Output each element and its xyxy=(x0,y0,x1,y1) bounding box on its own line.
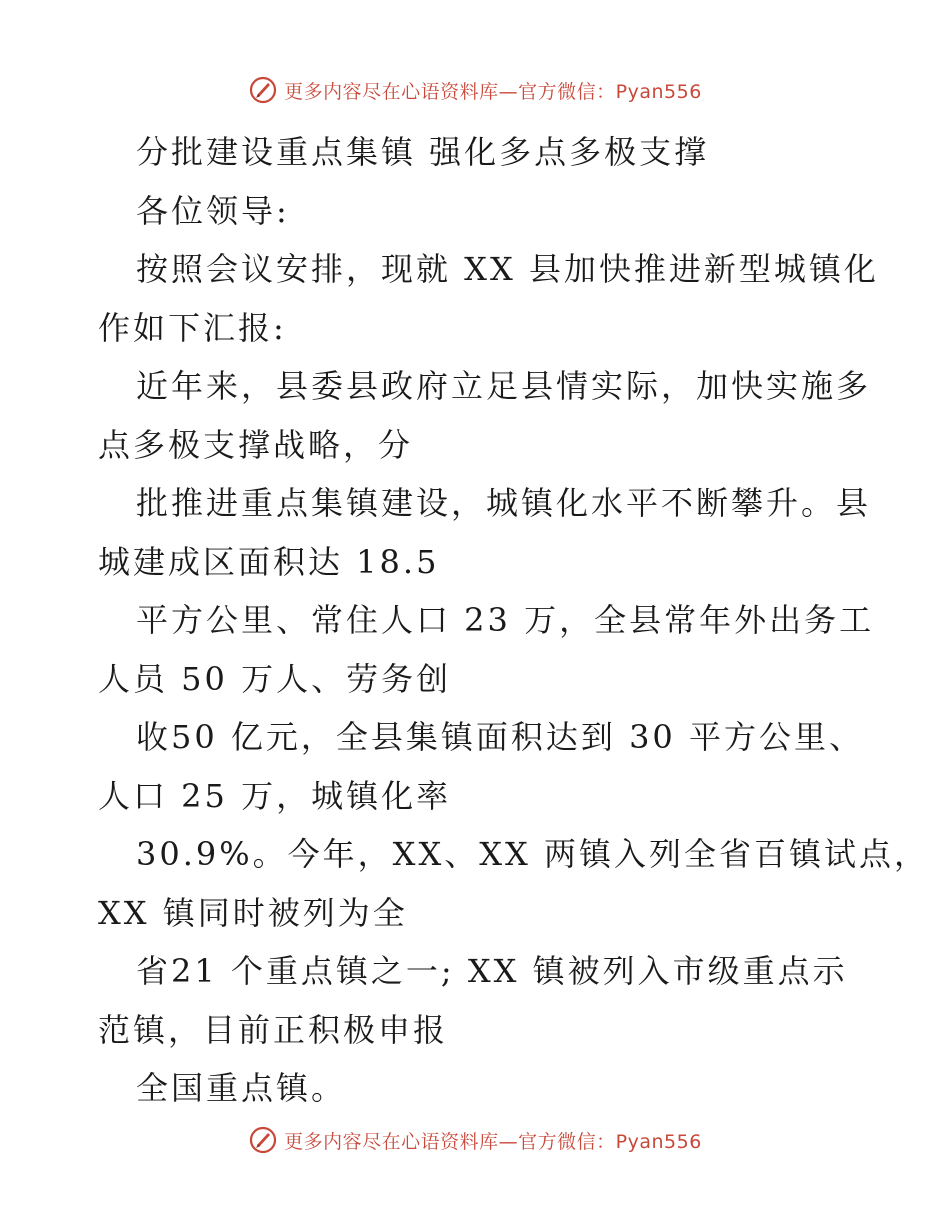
paragraph-line: 作如下汇报: xyxy=(98,308,287,347)
paragraph-line: XX 镇同时被列为全 xyxy=(98,893,408,932)
paragraph-line: 30.9%。今年，XX、XX 两镇入列全省百镇试点， xyxy=(136,835,929,873)
paragraph-line: 批推进重点集镇建设，城镇化水平不断攀升。县 xyxy=(136,484,872,522)
paragraph-line: 点多极支撑战略，分 xyxy=(98,425,414,464)
paragraph-line: 全国重点镇。 xyxy=(136,1069,347,1107)
document-body xyxy=(98,123,929,1118)
footer-watermark xyxy=(0,1122,950,1158)
paragraph-line: 省21 个重点镇之一; XX 镇被列入市级重点示 xyxy=(136,952,848,990)
paragraph-line: 平方公里、常住人口 23 万，全县常年外出务工 xyxy=(136,601,875,639)
document-title: 分批建设重点集镇 强化多点多极支撑 xyxy=(136,133,710,171)
header-watermark xyxy=(0,72,950,108)
paragraph-line: 范镇，目前正积极申报 xyxy=(98,1010,449,1049)
paragraph-line: 收50 亿元，全县集镇面积达到 30 平方公里、 xyxy=(136,718,864,756)
paragraph-line: 城建成区面积达 18.5 xyxy=(98,542,440,581)
salutation: 各位领导: xyxy=(136,191,290,230)
paragraph-line: 人口 25 万，城镇化率 xyxy=(98,776,452,815)
brand-logo-icon xyxy=(248,1125,278,1155)
watermark-text: 更多内容尽在心语资料库—官方微信：Pyan556 xyxy=(284,80,702,103)
paragraph-line: 按照会议安排，现就 XX 县加快推进新型城镇化 xyxy=(136,250,879,288)
watermark-text: 更多内容尽在心语资料库—官方微信：Pyan556 xyxy=(284,1130,702,1153)
paragraph-line: 人员 50 万人、劳务创 xyxy=(98,659,452,698)
paragraph-line: 近年来，县委县政府立足县情实际，加快实施多 xyxy=(136,367,872,405)
brand-logo-icon xyxy=(248,75,278,105)
